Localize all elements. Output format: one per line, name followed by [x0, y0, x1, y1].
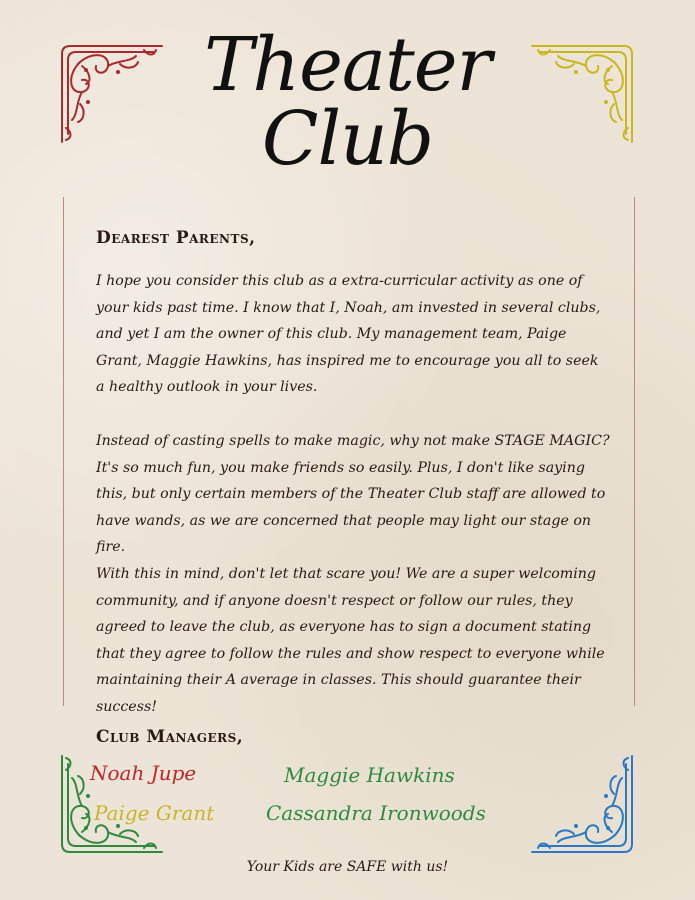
ornament-stroke [605, 806, 623, 836]
ornament-stroke [78, 825, 108, 843]
ornament-stroke [586, 825, 616, 843]
signature-paige-grant: Paige Grant [94, 801, 215, 825]
right-divider-line [634, 197, 635, 706]
ornament-dot [86, 794, 90, 798]
letter-paragraph: Instead of casting spells to make magic, why not make STAGE MAGIC? It's so much fun, you make friends so easily. Plus, I don't like saying this, but only certain members of the Theater Club staff are allowed to have wands, as we are concerned that people may light our stage on fire. [96, 433, 610, 555]
left-divider-line [63, 197, 64, 706]
ornament-stroke [532, 756, 632, 852]
ornament-stroke [71, 806, 89, 836]
letter-paragraph: I hope you consider this club as a extra-curricular activity as one of your kids past time. I know that I, Noah, am invested in several clubs, and yet I am the owner of this club. My management team, Paige Grant, Maggie Hawkins, has inspired me to encourage you all to seek a healthy outlook in your lives. [96, 273, 601, 395]
ornament-stroke [610, 776, 616, 794]
ornament-dot [574, 824, 578, 828]
ornament-stroke [556, 830, 574, 836]
footer-tagline: Your Kids are SAFE with us! [246, 859, 449, 875]
page-title-line-1: Theater [204, 22, 491, 108]
corner-ornament-bottom-right [526, 751, 636, 856]
ornament-dot [604, 794, 608, 798]
page-title-line-2: Club [261, 96, 434, 182]
signature-cassandra-ironwoods: Cassandra Ironwoods [266, 801, 486, 825]
letter-paragraph: With this in mind, don't let that scare you! We are a super welcoming community, and if anyone doesn't respect or follow our rules, they agreed to leave the club, as everyone has to sign a document stating that they agree to follow the rules and show respect to everyone while maintaining their A average in classes. This should guarantee their success! [96, 566, 605, 715]
signature-maggie-hawkins: Maggie Hawkins [284, 763, 455, 787]
greeting-heading: Dearest Parents, [96, 228, 256, 248]
ornament-dot [606, 826, 610, 830]
ornament-stroke [78, 776, 84, 794]
managers-heading: Club Managers, [96, 727, 244, 747]
ornament-dot [84, 826, 88, 830]
ornament-stroke [120, 830, 138, 836]
signature-noah-jupe: Noah Jupe [90, 761, 197, 785]
